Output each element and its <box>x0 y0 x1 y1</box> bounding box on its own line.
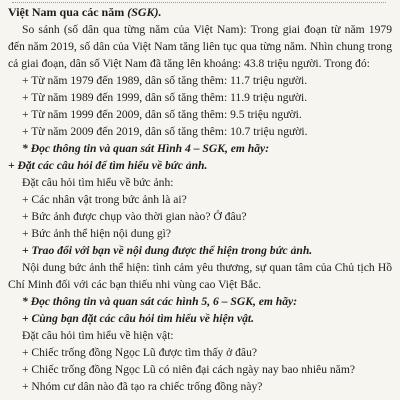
cut-top-edge <box>8 0 392 4</box>
question-item: + Bức ảnh được chụp vào thời gian nào? Ở đâu? <box>22 210 247 223</box>
section2-task-1: + Cùng bạn đặt các câu hỏi tìm hiểu về hiện vật. <box>22 312 255 325</box>
intro-paragraph: So sánh (số dân qua từng năm của Việt Nam): Trong giai đoạn từ năm 1979 đến năm 2019, số dân của Việt Nam tăng liên tục qua từng năm. Nhìn chung trong cả giai đoạn, dân số Việt Nam đã tăng lên khoảng: 43.8 triệu người. Trong đó: <box>8 23 392 70</box>
section2-lead: Đặt câu hỏi tìm hiểu về hiện vật: <box>22 329 174 342</box>
section2-title: * Đọc thông tin và quan sát các hình 5, 6 – SGK, em hãy: <box>22 295 298 308</box>
stat-item: + Từ năm 2009 đến 2019, dân số tăng thêm: 10.7 triệu người. <box>22 125 308 138</box>
heading-upright: Việt Nam qua các năm <box>8 5 125 19</box>
question-item: + Chiếc trống đồng Ngọc Lũ có niên đại cách ngày nay bao nhiêu năm? <box>22 363 355 376</box>
question-item: + Nhóm cư dân nào đã tạo ra chiếc trống đồng này? <box>22 380 263 393</box>
question-item: + Bức ảnh thể hiện nội dung gì? <box>22 227 172 240</box>
stat-item: + Từ năm 1999 đến 2009, dân số tăng thêm: 9.5 triệu người. <box>22 108 302 121</box>
section1-title: * Đọc thông tin và quan sát Hình 4 – SGK, em hãy: <box>22 142 270 155</box>
section-heading <box>8 4 392 21</box>
cut-bottom-edge <box>0 394 400 400</box>
section1-lead: Đặt câu hỏi tìm hiểu về bức ảnh: <box>22 176 174 189</box>
section1-task-2: + Trao đổi với bạn về nội dung được thể hiện trong bức ảnh. <box>22 244 313 257</box>
question-item: + Các nhân vật trong bức ảnh là ai? <box>22 193 187 206</box>
heading-italic: (SGK). <box>124 5 162 19</box>
question-item: + Chiếc trống đồng Ngọc Lũ được tìm thấy ở đâu? <box>22 346 258 359</box>
stat-item: + Từ năm 1979 đến 1989, dân số tăng thêm: 11.7 triệu người. <box>22 74 308 87</box>
section1-task-1: + Đặt các câu hỏi để tìm hiểu về bức ảnh. <box>8 159 208 172</box>
stat-item: + Từ năm 1989 đến 1999, dân số tăng thêm: 11.9 triệu người. <box>22 91 308 104</box>
section1-answer: Nội dung bức ảnh thể hiện: tình cảm yêu thương, sự quan tâm của Chủ tịch Hồ Chí Minh đối với các bạn thiếu nhi vùng cao Việt Bắc. <box>8 261 392 291</box>
